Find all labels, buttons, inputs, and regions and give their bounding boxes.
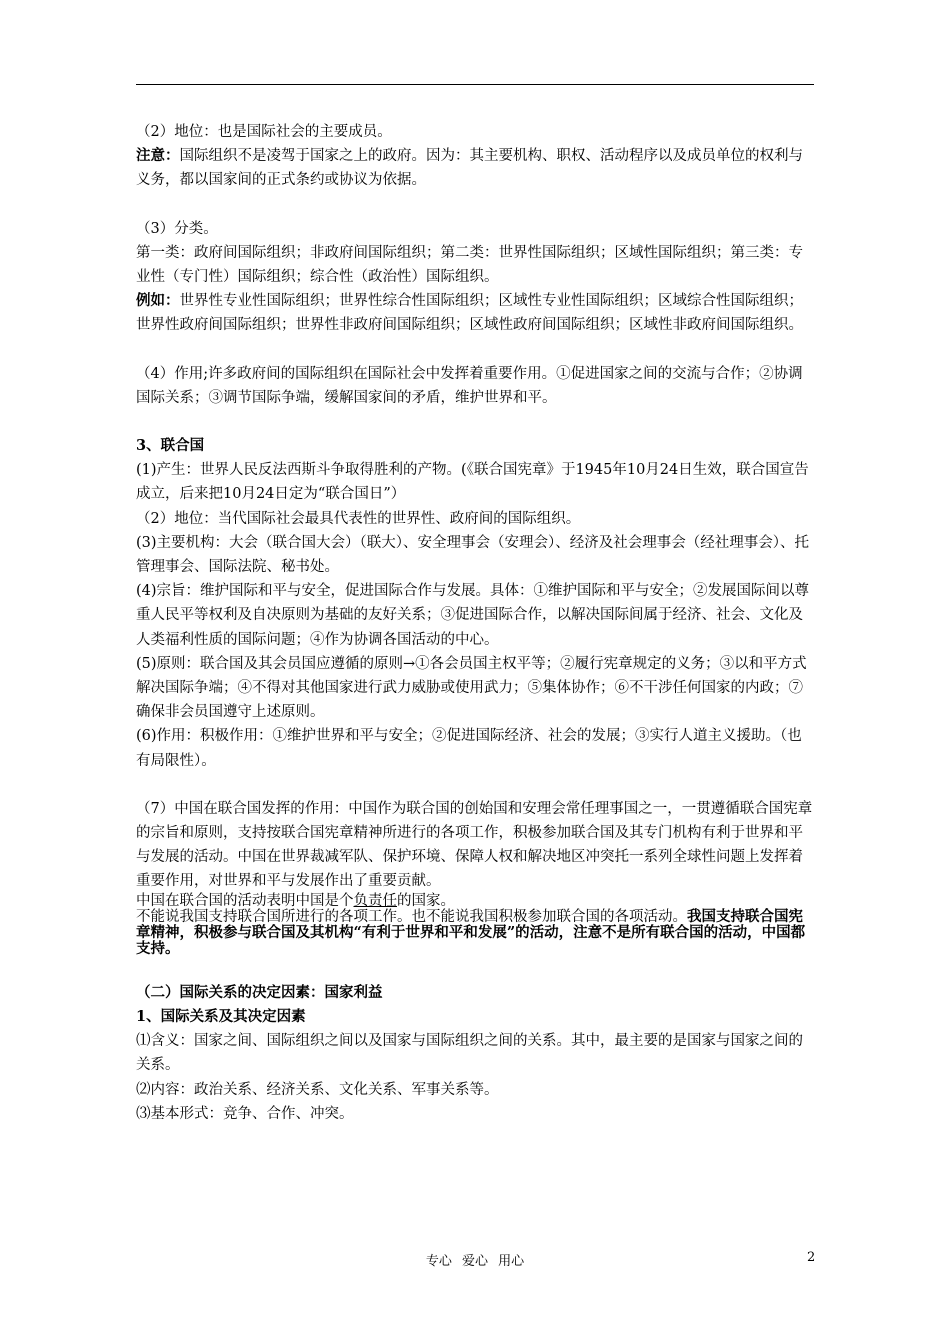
ir-forms: ⑶基本形式：竞争、合作、冲突。: [136, 1105, 354, 1122]
un-organs: (3)主要机构：大会（联合国大会）（联大）、安全理事会（安理会）、经济及社会理事会（经社理事会）、托管理事会、国际法院、秘书处。: [136, 534, 810, 576]
document-body: [136, 120, 816, 1126]
paragraph-classification: 第一类：政府间国际组织；非政府间国际组织；第二类：世界性国际组织；区域性国际组织；第三类：专业性（专门性）国际组织；综合性（政治性）国际组织。: [136, 244, 803, 286]
section-heading-un: 3、联合国: [136, 437, 205, 455]
ir-meaning: ⑴含义：国家之间、国际组织之间以及国家与国际组织之间的关系。其中，最主要的是国家与国家之间的关系。: [136, 1033, 803, 1074]
page-footer: [0, 1250, 950, 1270]
note-label: 注意：: [136, 147, 180, 165]
note-text: 国际组织不是凌驾于国家之上的政府。因为：其主要机构、职权、活动程序以及成员单位的权利与义务，都以国家间的正式条约或协议为依据。: [136, 148, 803, 189]
paragraph-note: [136, 144, 816, 192]
responsible-underlined: 负责任: [353, 892, 397, 909]
ir-content: ⑵内容：政治关系、经济关系、文化关系、军事关系等。: [136, 1081, 499, 1098]
un-china-support-note: 不能说我国支持联合国所进行的各项工作。也不能说我国积极参加联合国的各项活动。我国支持联合国宪章精神，积极参与联合国及其机构“有利于世界和平和发展”的活动，注意不是所有联合国的活动，中国都支持。: [136, 907, 806, 957]
paragraph-classification-heading: （3）分类。: [136, 220, 218, 237]
examples-text: 世界性专业性国际组织；世界性综合性国际组织；区域性专业性国际组织；区域综合性国际组织；世界性政府间国际组织；世界性非政府间国际组织；区域性政府间国际组织；区域性非政府间国际组织。: [136, 293, 803, 334]
un-china-responsible: 中国在联合国的活动表明中国是个负责任的国家。: [136, 892, 455, 909]
un-functions: (6)作用：积极作用：①维护世界和平与安全；②促进国际经济、社会的发展；③实行人道主义援助。（也有局限性）。: [136, 728, 802, 769]
paragraph-status: （2）地位：也是国际社会的主要成员。: [136, 124, 392, 140]
un-china-role: （7）中国在联合国发挥的作用：中国作为联合国的创始国和安理会常任理事国之一，一贯遵循联合国宪章的宗旨和原则，支持按联合国宪章精神所进行的各项工作，积极参加联合国及其专门机构有利于世界和平与发展的活动。中国在世界裁减军队、保护环境、保障人权和解决地区冲突托一系列全球性问题上发挥着重要作用，对世界和平与发展作出了重要贡献。: [136, 800, 813, 890]
un-status: （2）地位：当代国际社会最具代表性的世界性、政府间的国际组织。: [136, 510, 581, 527]
page-number: 2: [807, 1250, 816, 1265]
paragraph-role: （4）作用;许多政府间的国际组织在国际社会中发挥着重要作用。①促进国家之间的交流与合作；②协调国际关系；③调节国际争端，缓解国家间的矛盾，维护世界和平。: [136, 365, 803, 406]
paragraph-examples: [136, 289, 816, 337]
un-principles: (5)原则：联合国及其会员国应遵循的原则→①各会员国主权平等；②履行宪章规定的义务；③以和平方式解决国际争端；④不得对其他国家进行武力威胁或使用武力；⑤集体协作；⑥不干涉任何国家的内政；⑦确保非会员国遵守上述原则。: [136, 655, 807, 721]
support-note-bold: 我国支持联合国宪章精神，积极参与联合国及其机构“有利于世界和平和发展”的活动，注意不是所有联合国的活动，中国都支持。: [136, 907, 806, 957]
footer-motto: 专心 爱心 用心: [425, 1254, 525, 1269]
un-origin: (1)产生：世界人民反法西斯斗争取得胜利的产物。(《联合国宪章》于1945年10月24日生效，联合国宣告成立，后来把10月24日定为“联合国日”）: [136, 462, 809, 503]
examples-label: 例如：: [136, 292, 180, 310]
un-purposes: (4)宗旨：维护国际和平与安全，促进国际合作与发展。具体：①维护国际和平与安全；②发展国际间以尊重人民平等权利及自决原则为基础的友好关系；③促进国际合作，以解决国际间属于经济、社会、文化及人类福利性质的国际问题；④作为协调各国活动的中心。: [136, 583, 810, 648]
section-heading-international-relations: （二）国际关系的决定因素：国家利益: [136, 983, 383, 1001]
header-rule: [136, 84, 814, 85]
subheading-relations-factors: 1、国际关系及其决定因素: [136, 1007, 306, 1025]
